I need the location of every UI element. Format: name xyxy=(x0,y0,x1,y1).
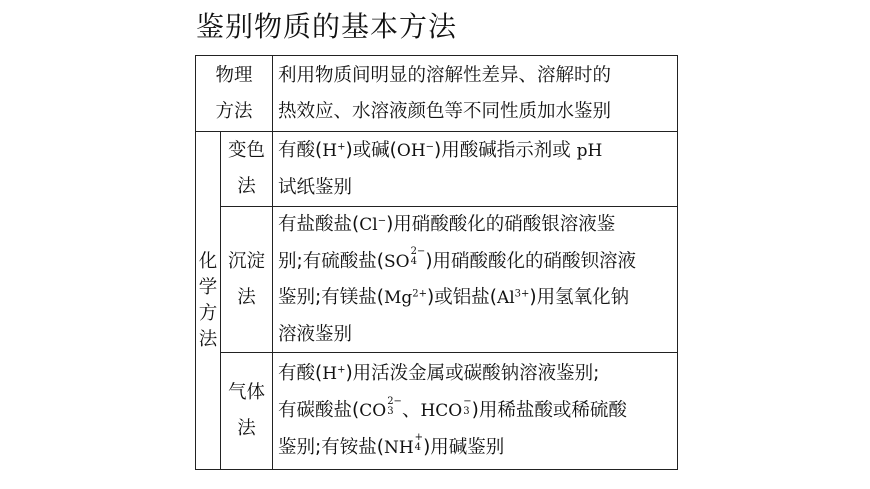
identification-methods-table xyxy=(195,55,678,470)
magnesium-ion: $Mg^{2+}$ xyxy=(383,288,428,309)
chloride-ion: Cl− xyxy=(359,215,387,235)
ph-text: pH xyxy=(576,140,603,161)
aluminum-ion: $Al^{3+}$ xyxy=(496,288,530,309)
precipitate-line3: 鉴别;有镁盐$(Mg^{2+})$或铝盐$(Al^{3+})$用氢氧化钠 xyxy=(278,280,677,317)
gas-label xyxy=(221,353,273,470)
gas-line2: 有碳酸盐(CO 2− 3 、HCO − 3 )用稀盐酸或稀硫酸 xyxy=(278,393,677,430)
physical-label-line2: 方法 xyxy=(215,100,253,122)
page-title: 鉴别物质的基本方法 xyxy=(196,10,458,43)
color-change-line1: 有酸(H+)或碱(OH−)用酸碱指示剂或 pH xyxy=(278,133,677,170)
color-change-line2: 试纸鉴别 xyxy=(278,176,353,198)
chemical-label-char: 方 xyxy=(198,302,218,324)
physical-desc-line1: 利用物质间明显的溶解性差异、溶解时的 xyxy=(278,64,612,86)
precipitate-label-line2: 法 xyxy=(237,286,256,308)
color-change-label-line1: 变色 xyxy=(228,140,266,161)
precipitate-line1: 有盐酸盐(Cl−)用硝酸酸化的硝酸银溶液鉴 xyxy=(278,207,677,244)
gas-label-line1: 气体 xyxy=(228,382,266,404)
physical-method-label xyxy=(196,56,273,132)
gas-description xyxy=(273,353,678,470)
chemical-label-char: 化 xyxy=(198,250,218,272)
hydrogen-ion: H+ xyxy=(322,140,346,161)
color-change-label-line2: 法 xyxy=(237,176,256,197)
carbonate-ion: CO 2− 3 xyxy=(359,395,402,422)
color-change-row xyxy=(196,132,678,207)
physical-desc-line2: 热效应、水溶液颜色等不同性质加水鉴别 xyxy=(278,100,612,122)
chemical-label-char: 法 xyxy=(198,328,218,350)
gas-label-line2: 法 xyxy=(237,418,256,440)
chemical-method-label xyxy=(196,132,221,470)
color-change-description xyxy=(273,132,678,207)
physical-method-description xyxy=(273,56,678,132)
hydroxide-ion: OH− xyxy=(396,140,435,161)
precipitate-description xyxy=(273,207,678,353)
sulfate-ion: SO 2− 4 xyxy=(383,246,426,272)
physical-method-row xyxy=(196,56,678,132)
precipitate-line4: 溶液鉴别 xyxy=(278,323,353,345)
color-change-label xyxy=(221,132,273,207)
chemical-label-char: 学 xyxy=(198,276,218,298)
gas-row xyxy=(196,353,678,470)
precipitate-line2: 别;有硫酸盐(SO 2− 4 )用硝酸酸化的硝酸钡溶液 xyxy=(278,244,677,281)
precipitate-label-line1: 沉淀 xyxy=(228,250,266,272)
hydrogen-ion: H+ xyxy=(322,364,346,385)
bicarbonate-ion: HCO − 3 xyxy=(420,395,472,422)
physical-label-line1: 物理 xyxy=(215,64,253,86)
ammonium-ion: NH + 4 xyxy=(383,432,424,458)
gas-line1: 有酸(H+)用活泼金属或碳酸钠溶液鉴别; xyxy=(278,356,677,393)
precipitate-row xyxy=(196,207,678,353)
precipitate-label xyxy=(221,207,273,353)
gas-line3: 鉴别;有铵盐(NH + 4 )用碱鉴别 xyxy=(278,430,677,467)
